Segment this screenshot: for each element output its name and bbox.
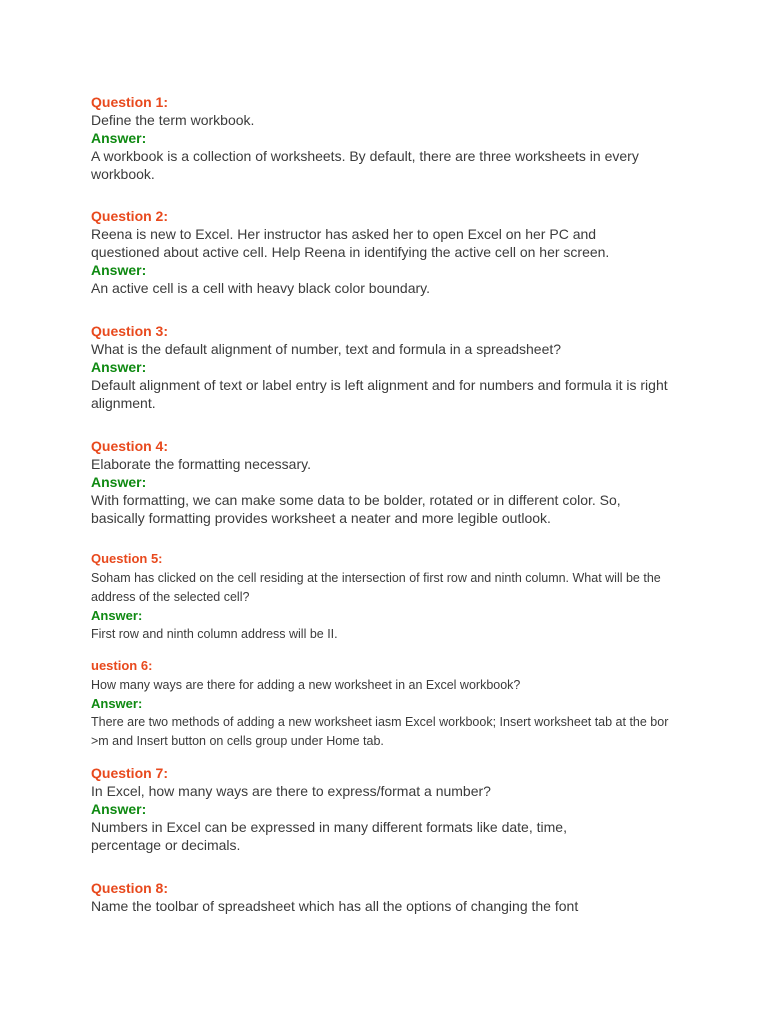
question-label: uestion 6: bbox=[91, 658, 153, 673]
qa-block-8 bbox=[91, 879, 691, 915]
question-text: Elaborate the formatting necessary. bbox=[91, 456, 311, 472]
question-label: Question 4: bbox=[91, 438, 169, 454]
answer-label: Answer: bbox=[91, 801, 147, 817]
question-label: Question 3: bbox=[91, 323, 169, 339]
question-text: Define the term workbook. bbox=[91, 112, 255, 128]
qa-block-3 bbox=[91, 322, 691, 412]
answer-text: A workbook is a collection of worksheets. By default, there are three worksheets in every workbook. bbox=[91, 148, 639, 182]
question-text: Name the toolbar of spreadsheet which has all the options of changing the font bbox=[91, 898, 579, 914]
qa-block-6 bbox=[91, 657, 691, 751]
question-text: Soham has clicked on the cell residing at the intersection of first row and ninth column. What will be the address of the selected cell? bbox=[91, 570, 661, 604]
question-text: In Excel, how many ways are there to express/format a number? bbox=[91, 783, 491, 799]
qa-block-2 bbox=[91, 207, 691, 297]
answer-label: Answer: bbox=[91, 262, 147, 278]
qa-block-4 bbox=[91, 437, 691, 527]
question-label: Question 7: bbox=[91, 765, 169, 781]
question-text: Reena is new to Excel. Her instructor has asked her to open Excel on her PC and questioned about active cell. Help Reena in identifying the active cell on her screen. bbox=[91, 226, 610, 260]
question-label: Question 2: bbox=[91, 208, 169, 224]
question-label: Question 5: bbox=[91, 551, 163, 566]
answer-text: Default alignment of text or label entry is left alignment and for numbers and formula it is right alignment. bbox=[91, 377, 668, 411]
answer-label: Answer: bbox=[91, 695, 143, 711]
answer-text: Numbers in Excel can be expressed in many different formats like date, time, percentage or decimals. bbox=[91, 819, 567, 853]
answer-text: There are two methods of adding a new worksheet iasm Excel workbook; Insert worksheet tab at the bor >m and Insert button on cells group under Home tab. bbox=[91, 715, 669, 748]
question-label: Question 1: bbox=[91, 94, 169, 110]
question-text: What is the default alignment of number, text and formula in a spreadsheet? bbox=[91, 341, 562, 357]
answer-label: Answer: bbox=[91, 474, 147, 490]
answer-label: Answer: bbox=[91, 607, 143, 623]
question-label: Question 8: bbox=[91, 880, 169, 896]
answer-label: Answer: bbox=[91, 130, 147, 146]
qa-block-1 bbox=[91, 93, 691, 183]
answer-label: Answer: bbox=[91, 359, 147, 375]
answer-text: First row and ninth column address will be II. bbox=[91, 627, 338, 641]
answer-text: An active cell is a cell with heavy black color boundary. bbox=[91, 280, 431, 296]
answer-text: With formatting, we can make some data to be bolder, rotated or in different color. So, basically formatting provides worksheet a neater and more legible outlook. bbox=[91, 492, 621, 526]
qa-block-5 bbox=[91, 550, 691, 644]
qa-block-7 bbox=[91, 764, 691, 854]
question-text: How many ways are there for adding a new worksheet in an Excel workbook? bbox=[91, 677, 521, 692]
